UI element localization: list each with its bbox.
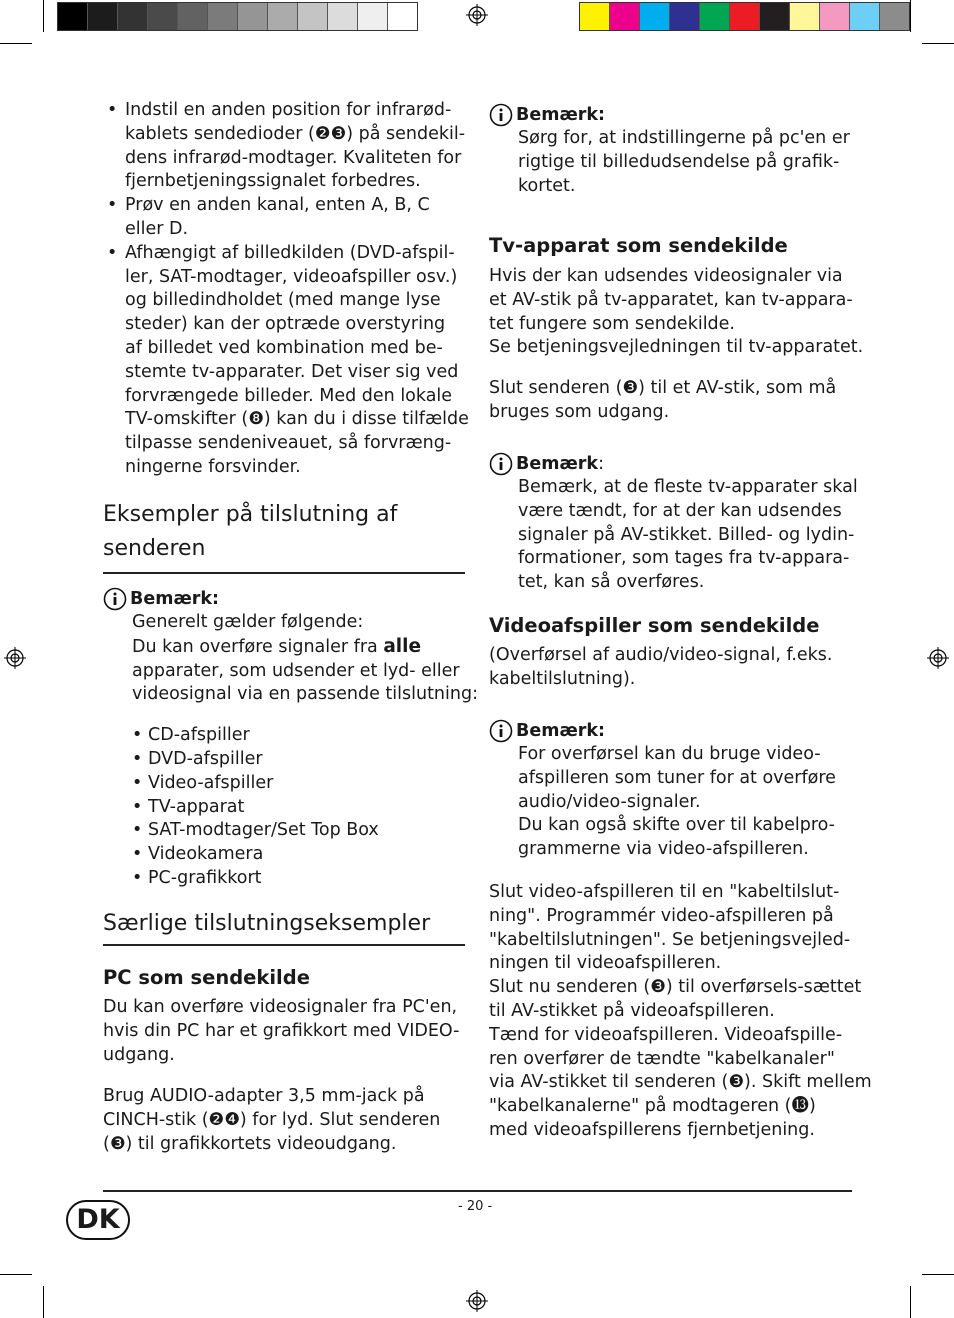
note-colon: : bbox=[598, 454, 604, 474]
device-item: • DVD-afspiller bbox=[132, 748, 465, 772]
language-badge: DK bbox=[66, 1200, 130, 1240]
section-title-special: Særlige tilslutningseksempler bbox=[103, 911, 431, 936]
note-line: Generelt gælder følgende: bbox=[132, 612, 364, 632]
note-line bbox=[132, 635, 465, 660]
color-swatch bbox=[789, 3, 819, 30]
note-line: kortet. bbox=[518, 175, 576, 196]
paragraph-tv-1 bbox=[489, 265, 863, 360]
color-swatch bbox=[609, 3, 639, 30]
note-line: formationer, som tages fra tv-appara- bbox=[518, 548, 850, 569]
gray-swatch bbox=[58, 3, 87, 30]
color-swatch bbox=[669, 3, 699, 30]
crop-mark bbox=[922, 43, 954, 44]
bullet-line: forvrængede billeder. Med den lokale bbox=[125, 385, 453, 406]
gray-swatch bbox=[177, 3, 207, 30]
device-item: • CD-afspiller bbox=[132, 724, 465, 748]
info-icon bbox=[489, 103, 513, 127]
color-swatch bbox=[849, 3, 879, 30]
crop-mark bbox=[0, 43, 32, 44]
grayscale-swatch-bar bbox=[57, 2, 418, 31]
gray-swatch bbox=[87, 3, 117, 30]
note-label: Bemærk bbox=[516, 454, 599, 474]
paragraph-video-1 bbox=[489, 644, 833, 692]
note-heading bbox=[103, 587, 465, 611]
color-swatch bbox=[729, 3, 759, 30]
bullet-line: og billedindholdet (med mange lyse bbox=[125, 290, 441, 311]
device-item: • TV-apparat bbox=[132, 796, 465, 820]
color-swatch bbox=[819, 3, 849, 30]
note-line: apparater, som udsender et lyd- eller bbox=[132, 660, 460, 681]
paragraph-line: "kabelkanalerne" på modtageren (⓭) bbox=[489, 1096, 816, 1117]
section-rule bbox=[103, 572, 465, 574]
paragraph-line: Slut nu senderen (❸) til overførsels-sættet bbox=[489, 977, 862, 998]
note-text: Du kan overføre signaler fra bbox=[132, 636, 384, 657]
section-title-examples bbox=[103, 498, 397, 566]
paragraph-line: udgang. bbox=[103, 1044, 175, 1065]
note-heading bbox=[489, 452, 851, 476]
note-line: audio/video-signaler. bbox=[518, 791, 701, 812]
troubleshooting-bullets bbox=[103, 99, 469, 480]
note-line: Du kan også skifte over til kabelpro- bbox=[518, 815, 835, 836]
note-body bbox=[489, 476, 858, 595]
crop-mark bbox=[922, 1274, 954, 1275]
bullet-item bbox=[103, 242, 469, 480]
crop-mark bbox=[0, 1274, 32, 1275]
info-icon bbox=[103, 587, 127, 611]
gray-swatch bbox=[147, 3, 177, 30]
color-swatch bbox=[639, 3, 669, 30]
color-swatch bbox=[879, 3, 909, 30]
gray-swatch bbox=[237, 3, 267, 30]
registration-mark-icon bbox=[466, 4, 488, 26]
paragraph-pc-2 bbox=[103, 1085, 440, 1156]
device-list bbox=[132, 724, 465, 891]
subsection-title-video: Videoafspiller som sendekilde bbox=[489, 614, 820, 637]
crop-mark bbox=[910, 0, 911, 32]
bullet-line: • Afhængigt af billedkilden (DVD-afspil- bbox=[125, 242, 455, 263]
note-label: Bemærk: bbox=[516, 721, 606, 741]
footer-rule bbox=[103, 1190, 852, 1192]
paragraph-line: med videoafspillerens fjernbetjening. bbox=[489, 1119, 815, 1140]
device-item: • PC-grafikkort bbox=[132, 867, 465, 891]
bullet-line: TV-omskifter (❽) kan du i disse tilfælde bbox=[125, 409, 469, 430]
bullet-line: ler, SAT-modtager, videoafspiller osv.) bbox=[125, 266, 458, 287]
registration-mark-icon bbox=[927, 647, 949, 669]
gray-swatch bbox=[297, 3, 327, 30]
gray-swatch bbox=[327, 3, 357, 30]
paragraph-line: tet fungere som sendekilde. bbox=[489, 313, 735, 334]
note-line: rigtige til billedudsendelse på grafik- bbox=[518, 151, 840, 172]
note-line: For overførsel kan du bruge video- bbox=[518, 744, 821, 764]
paragraph-video-2 bbox=[489, 881, 872, 1143]
bullet-line: • Indstil en anden position for infrarød- bbox=[125, 100, 452, 120]
bullet-line: kablets sendedioder (❷❸) på sendekil- bbox=[125, 123, 466, 144]
bullet-item bbox=[103, 99, 466, 194]
gray-swatch bbox=[357, 3, 387, 30]
section-rule bbox=[103, 944, 465, 946]
bullet-line: tilpasse sendeniveauet, så forvræng- bbox=[125, 433, 452, 454]
paragraph-line: CINCH-stik (❷❹) for lyd. Slut senderen bbox=[103, 1109, 441, 1130]
note-video bbox=[489, 719, 851, 862]
note-line: videosignal via en passende tilslutning: bbox=[132, 684, 478, 705]
paragraph-line: ningen til videoafspilleren. bbox=[489, 953, 722, 974]
paragraph-line: bruges som udgang. bbox=[489, 401, 670, 422]
note-emphasis: alle bbox=[383, 635, 422, 657]
note-line: være tændt, for at der kan udsendes bbox=[518, 500, 842, 521]
note-body bbox=[489, 127, 851, 198]
info-icon bbox=[489, 452, 513, 476]
note-line: Bemærk, at de fleste tv-apparater skal bbox=[518, 477, 858, 497]
bullet-line: fjernbetjeningssignalet forbedres. bbox=[125, 171, 421, 192]
note-line: afspilleren som tuner for at overføre bbox=[518, 767, 836, 788]
note-label: Bemærk: bbox=[516, 105, 606, 125]
color-swatch bbox=[699, 3, 729, 30]
gray-swatch bbox=[267, 3, 297, 30]
bullet-line: ningerne forsvinder. bbox=[125, 456, 301, 477]
paragraph-pc-1 bbox=[103, 996, 459, 1067]
crop-mark bbox=[910, 1286, 911, 1318]
paragraph-line: Brug AUDIO-adapter 3,5 mm-jack på bbox=[103, 1086, 425, 1106]
bullet-line: af billedet ved kombination med be- bbox=[125, 337, 443, 358]
registration-mark-icon bbox=[4, 647, 26, 669]
note-body bbox=[489, 743, 851, 862]
bullet-line: eller D. bbox=[125, 218, 189, 239]
paragraph-line: et AV-stik på tv-apparatet, kan tv-appara- bbox=[489, 289, 853, 310]
device-item: • Videokamera bbox=[132, 843, 465, 867]
subsection-title-pc: PC som sendekilde bbox=[103, 966, 310, 989]
paragraph-line: Du kan overføre videosignaler fra PC'en, bbox=[103, 997, 458, 1017]
paragraph-line: via AV-stikket til senderen (❸). Skift mellem bbox=[489, 1072, 872, 1093]
paragraph-line: Tænd for videoafspilleren. Videoafspille- bbox=[489, 1024, 843, 1045]
paragraph-line: (Overførsel af audio/video-signal, f.eks. bbox=[489, 645, 833, 665]
note-label: Bemærk: bbox=[130, 589, 220, 609]
paragraph-line: Se betjeningsvejledningen til tv-apparatet. bbox=[489, 337, 864, 358]
color-swatch bbox=[580, 3, 609, 30]
bullet-line: dens infrarød-modtager. Kvaliteten for bbox=[125, 147, 462, 168]
paragraph-line: (❸) til grafikkortets videoudgang. bbox=[103, 1133, 397, 1154]
device-item: • Video-afspiller bbox=[132, 772, 465, 796]
color-swatch-bar bbox=[579, 2, 910, 31]
info-icon bbox=[489, 719, 513, 743]
note-heading bbox=[489, 719, 851, 743]
paragraph-line: Hvis der kan udsendes videosignaler via bbox=[489, 266, 843, 286]
crop-mark bbox=[43, 0, 44, 32]
note-general bbox=[103, 587, 478, 891]
section-title-line: senderen bbox=[103, 536, 206, 561]
bullet-line: • Prøv en anden kanal, enten A, B, C bbox=[125, 195, 430, 216]
bullet-line: stemte tv-apparater. Det viser sig ved bbox=[125, 361, 459, 382]
device-item: • SAT-modtager/Set Top Box bbox=[132, 819, 465, 843]
paragraph-line: "kabeltilslutningen". Se betjeningsvejled- bbox=[489, 929, 851, 950]
note-line: signaler på AV-stikket. Billed- og lydin- bbox=[518, 524, 855, 545]
note-tv bbox=[489, 452, 858, 595]
gray-swatch bbox=[387, 3, 417, 30]
note-heading bbox=[489, 103, 851, 127]
paragraph-line: til AV-stikket på videoafspilleren. bbox=[489, 1000, 775, 1021]
paragraph-line: Slut video-afspilleren til en "kabeltilslut- bbox=[489, 882, 840, 902]
note-line: Sørg for, at indstillingerne på pc'en er bbox=[518, 128, 850, 148]
note-pc bbox=[489, 103, 851, 198]
gray-swatch bbox=[207, 3, 237, 30]
gray-swatch bbox=[117, 3, 147, 30]
paragraph-line: hvis din PC har et grafikkort med VIDEO- bbox=[103, 1020, 460, 1041]
paragraph-tv-2 bbox=[489, 377, 836, 425]
paragraph-line: ning". Programmér video-afspilleren på bbox=[489, 905, 834, 926]
registration-mark-icon bbox=[466, 1290, 488, 1312]
note-line: grammerne via video-afspilleren. bbox=[518, 839, 809, 860]
subsection-title-tv: Tv-apparat som sendekilde bbox=[489, 234, 788, 257]
page-number: - 20 - bbox=[458, 1199, 493, 1214]
note-line: tet, kan så overføres. bbox=[518, 572, 705, 593]
paragraph-line: kabeltilslutning). bbox=[489, 668, 636, 689]
bullet-item bbox=[103, 194, 463, 242]
crop-mark bbox=[43, 1286, 44, 1318]
color-swatch bbox=[759, 3, 789, 30]
paragraph-line: Slut senderen (❸) til et AV-stik, som må bbox=[489, 378, 837, 398]
section-title-line: Eksempler på tilslutning af bbox=[103, 502, 398, 527]
paragraph-line: ren overfører de tændte "kabelkanaler" bbox=[489, 1048, 835, 1069]
bullet-line: steder) kan der optræde overstyring bbox=[125, 314, 446, 335]
